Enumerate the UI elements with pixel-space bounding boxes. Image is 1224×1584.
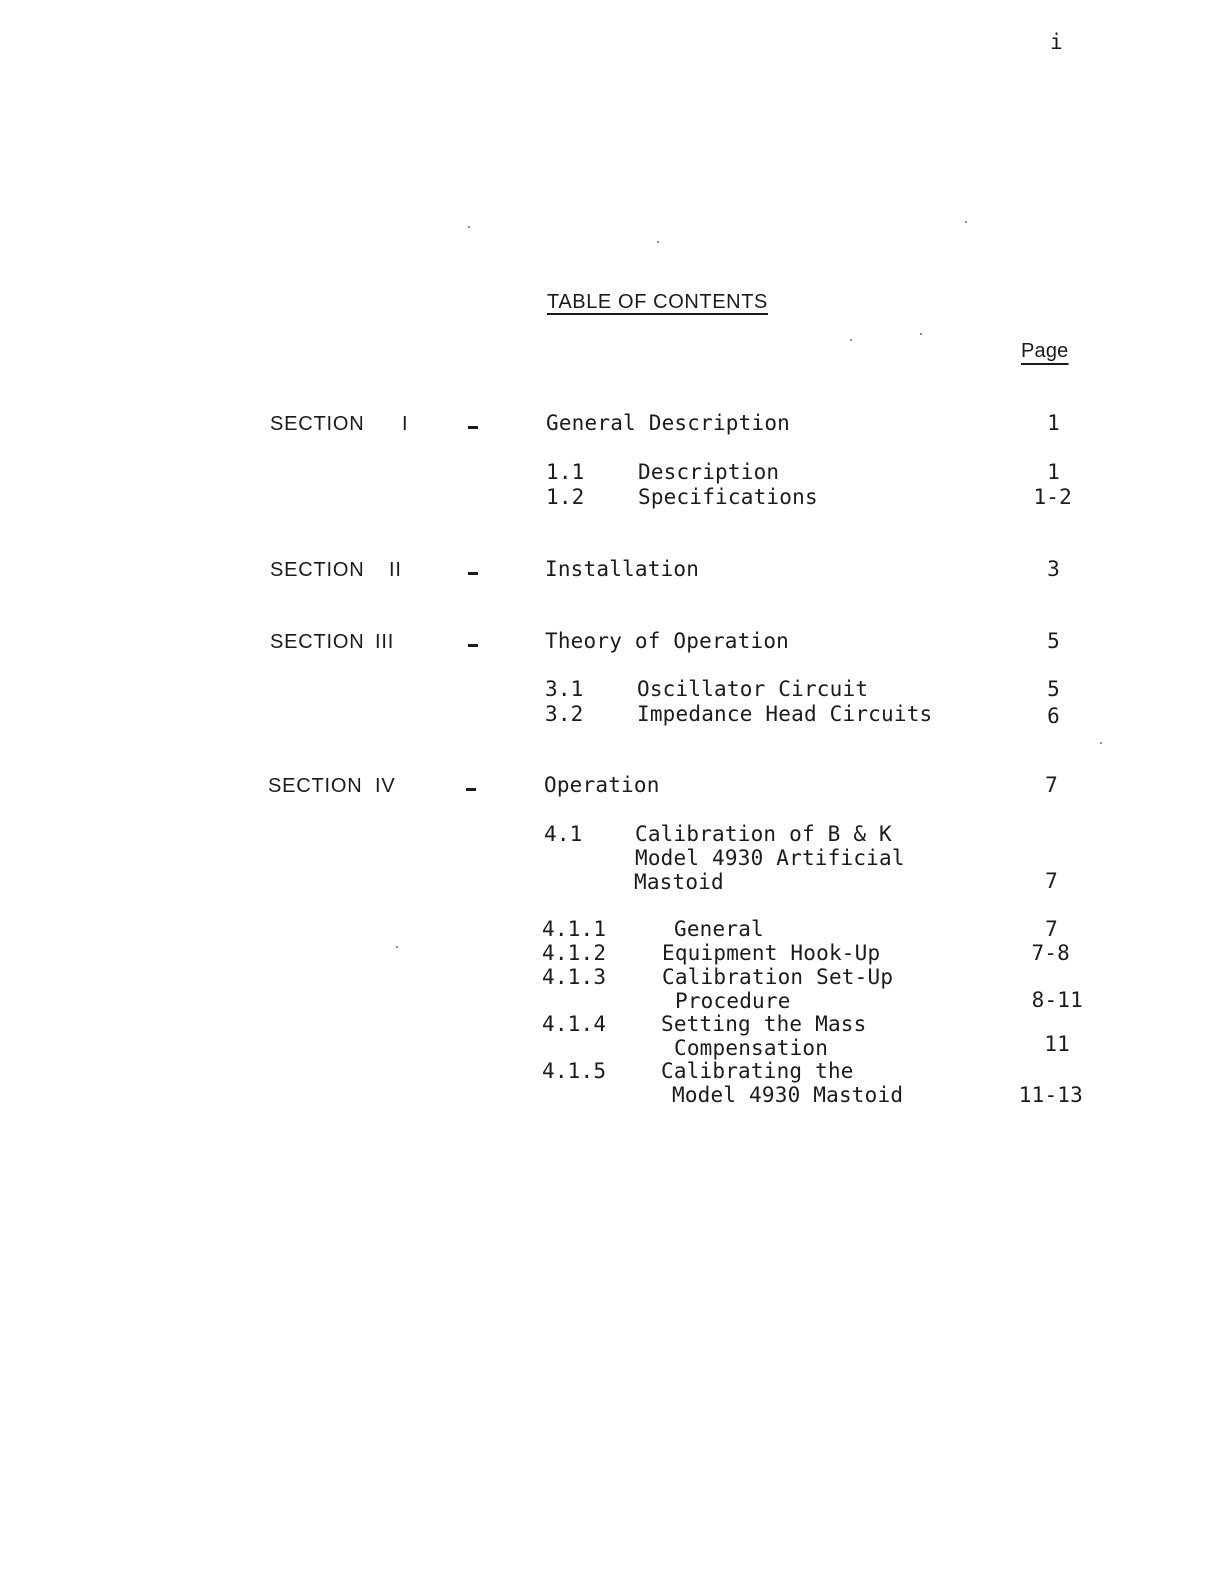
toc-item-title-line: Mastoid (634, 870, 724, 894)
toc-item-number: 4.1.5 (542, 1059, 607, 1083)
section-dash (468, 426, 478, 429)
section-heading: General Description (546, 411, 791, 435)
toc-item-title-line: Calibration of B & K (635, 822, 892, 846)
section-label: SECTION (270, 413, 365, 435)
toc-item-page: 5 (1047, 677, 1060, 701)
page-column-header: Page (1021, 340, 1069, 362)
page-title: TABLE OF CONTENTS (547, 291, 768, 313)
toc-item-number: 4.1.3 (542, 965, 607, 989)
toc-item-title: Impedance Head Circuits (637, 702, 933, 726)
section-dash (468, 572, 478, 575)
section-dash (468, 644, 478, 647)
section-dash (466, 788, 476, 791)
toc-item-title-line: Model 4930 Artificial (635, 846, 905, 870)
toc-item-page: 11-13 (1018, 1083, 1083, 1107)
toc-item-number: 1.2 (546, 485, 585, 509)
toc-item-number: 4.1.4 (542, 1012, 607, 1036)
toc-item-page: 1 (1047, 460, 1060, 484)
section-page: 1 (1047, 411, 1060, 435)
section-heading: Theory of Operation (545, 629, 790, 653)
scan-speck (850, 339, 852, 341)
section-page: 7 (1045, 773, 1058, 797)
toc-item-page: 7-8 (1031, 941, 1070, 965)
section-numeral: III (375, 631, 395, 653)
section-numeral: I (402, 413, 409, 435)
section-page: 3 (1047, 557, 1060, 581)
section-label: SECTION (268, 775, 363, 797)
scan-speck (657, 241, 659, 243)
toc-item-page: 1-2 (1033, 485, 1072, 509)
toc-item-title: Oscillator Circuit (637, 677, 869, 701)
toc-item-page: 11 (1044, 1032, 1070, 1056)
toc-item-page: 6 (1047, 704, 1060, 728)
toc-item-page: 8-11 (1031, 988, 1083, 1012)
page-number: i (1050, 30, 1063, 54)
toc-item-number: 4.1.2 (542, 941, 607, 965)
toc-item-page: 7 (1045, 917, 1058, 941)
scan-speck (468, 226, 470, 228)
section-heading: Installation (545, 557, 700, 581)
toc-item-title-line: Setting the Mass (661, 1012, 867, 1036)
section-numeral: II (389, 559, 402, 581)
section-label: SECTION (270, 559, 365, 581)
scan-speck (920, 333, 922, 335)
toc-item-number: 3.1 (545, 677, 584, 701)
section-page: 5 (1047, 629, 1060, 653)
section-numeral: IV (375, 775, 396, 797)
scan-speck (965, 221, 967, 223)
toc-item-number: 4.1 (544, 822, 583, 846)
toc-item-title-line: Procedure (675, 989, 791, 1013)
toc-item-title-line: Model 4930 Mastoid (672, 1083, 904, 1107)
scan-speck (396, 946, 398, 948)
toc-item-title: Description (638, 460, 780, 484)
toc-item-number: 4.1.1 (542, 917, 607, 941)
section-label: SECTION (270, 631, 365, 653)
section-heading: Operation (544, 773, 660, 797)
toc-item-title: General (674, 917, 764, 941)
toc-item-number: 1.1 (546, 460, 585, 484)
toc-item-page: 7 (1045, 869, 1058, 893)
toc-item-title-line: Compensation (674, 1036, 829, 1060)
toc-item-title-line: Calibrating the (661, 1059, 854, 1083)
scan-speck (1100, 742, 1102, 744)
toc-item-number: 3.2 (545, 702, 584, 726)
toc-item-title: Specifications (638, 485, 818, 509)
toc-item-title-line: Calibration Set-Up (662, 965, 894, 989)
toc-item-title: Equipment Hook-Up (662, 941, 881, 965)
